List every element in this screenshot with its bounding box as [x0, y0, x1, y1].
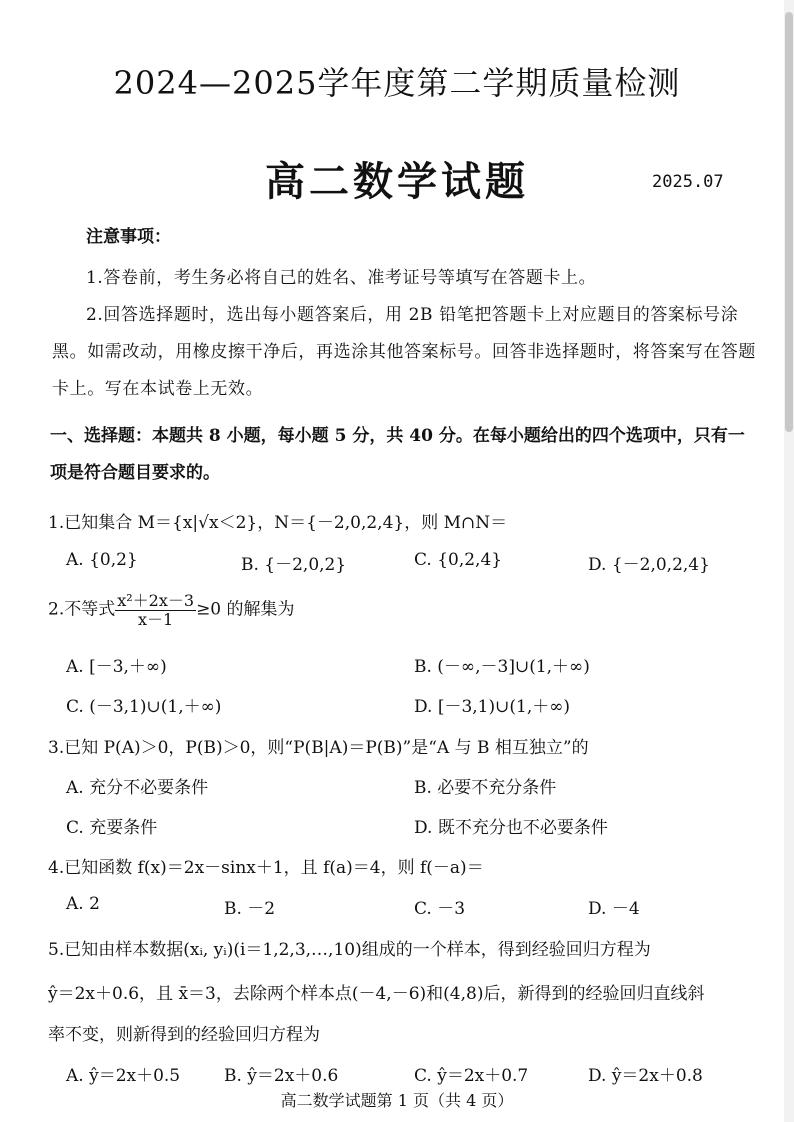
scrollbar-thumb[interactable] [785, 12, 793, 432]
question-2-prefix: 2.不等式 [48, 599, 116, 620]
question-1-stem: 1.已知集合 M＝{x|√x＜2}，N＝{－2,0,2,4}，则 M∩N＝ [48, 513, 508, 533]
notes-item-1: 1.答卷前，考生务必将自己的姓名、准考证号等填写在答题卡上。 [86, 268, 597, 288]
question-1-option-d: D. {－2,0,2,4} [588, 555, 710, 575]
vertical-scrollbar[interactable] [784, 0, 794, 1122]
question-2-fraction [115, 592, 196, 628]
page-footer: 高二数学试题第 1 页（共 4 页） [280, 1091, 514, 1110]
question-3-option-b: B. 必要不充分条件 [414, 778, 557, 798]
exam-date: 2025.07 [652, 172, 724, 192]
question-3-option-a: A. 充分不必要条件 [66, 778, 209, 798]
question-4-option-c: C. －3 [414, 899, 466, 919]
question-5-option-d: D. ŷ＝2x＋0.8 [588, 1066, 703, 1086]
question-2-stem [48, 592, 295, 628]
question-4-option-d: D. －4 [588, 899, 640, 919]
question-5-stem-line-2: ŷ＝2x＋0.6，且 x̄＝3，去除两个样本点(－4,－6)和(4,8)后，新得到的经验回归直线斜 [48, 984, 705, 1004]
exam-subtitle: 高二数学试题 [265, 158, 529, 205]
question-1-option-c: C. {0,2,4} [414, 550, 503, 570]
question-1-option-b: B. {－2,0,2} [241, 555, 347, 575]
question-5-stem-line-3: 率不变，则新得到的经验回归方程为 [48, 1025, 320, 1045]
fraction-numerator: x²＋2x－3 [117, 591, 195, 610]
question-3-option-c: C. 充要条件 [66, 818, 158, 838]
question-3-stem: 3.已知 P(A)＞0，P(B)＞0，则“P(B|A)＝P(B)”是“A 与 B 相互独立”的 [48, 738, 589, 758]
notes-item-2: 2.回答选择题时，选出每小题答案后，用 2B 铅笔把答题卡上对应题目的答案标号涂黑。如需改动，用橡皮擦干净后，再选涂其他答案标号。回答非选择题时，将答案写在答题卡上。写在本试卷上无效。 [52, 305, 756, 399]
notes-heading: 注意事项： [86, 227, 171, 247]
question-2-option-a: A. [－3,＋∞) [66, 657, 167, 677]
fraction-denominator: x－1 [138, 609, 174, 629]
question-5-option-c: C. ŷ＝2x＋0.7 [414, 1066, 529, 1086]
question-1-option-a: A. {0,2} [66, 550, 138, 570]
question-4-option-b: B. －2 [224, 899, 276, 919]
question-3-option-d: D. 既不充分也不必要条件 [414, 818, 608, 838]
question-2-option-b: B. (－∞,－3]∪(1,＋∞) [414, 657, 590, 677]
question-4-stem: 4.已知函数 f(x)＝2x－sinx＋1，且 f(a)＝4，则 f(－a)＝ [48, 858, 484, 878]
question-5-option-a: A. ŷ＝2x＋0.5 [66, 1066, 181, 1086]
section-1-heading: 一、选择题：本题共 8 小题，每小题 5 分，共 40 分。在每小题给出的四个选项中，只有一项是符合题目要求的。 [50, 426, 745, 483]
question-4-option-a: A. 2 [66, 894, 100, 914]
question-5-stem-line-1: 5.已知由样本数据(xᵢ, yᵢ)(i＝1,2,3,…,10)组成的一个样本，得到经验回归方程为 [48, 940, 651, 960]
question-5-option-b: B. ŷ＝2x＋0.6 [224, 1066, 339, 1086]
exam-title: 2024—2025学年度第二学期质量检测 [113, 64, 681, 102]
question-2-suffix: ≥0 的解集为 [196, 599, 295, 620]
question-2-option-d: D. [－3,1)∪(1,＋∞) [414, 697, 571, 717]
question-2-option-c: C. (－3,1)∪(1,＋∞) [66, 697, 222, 717]
